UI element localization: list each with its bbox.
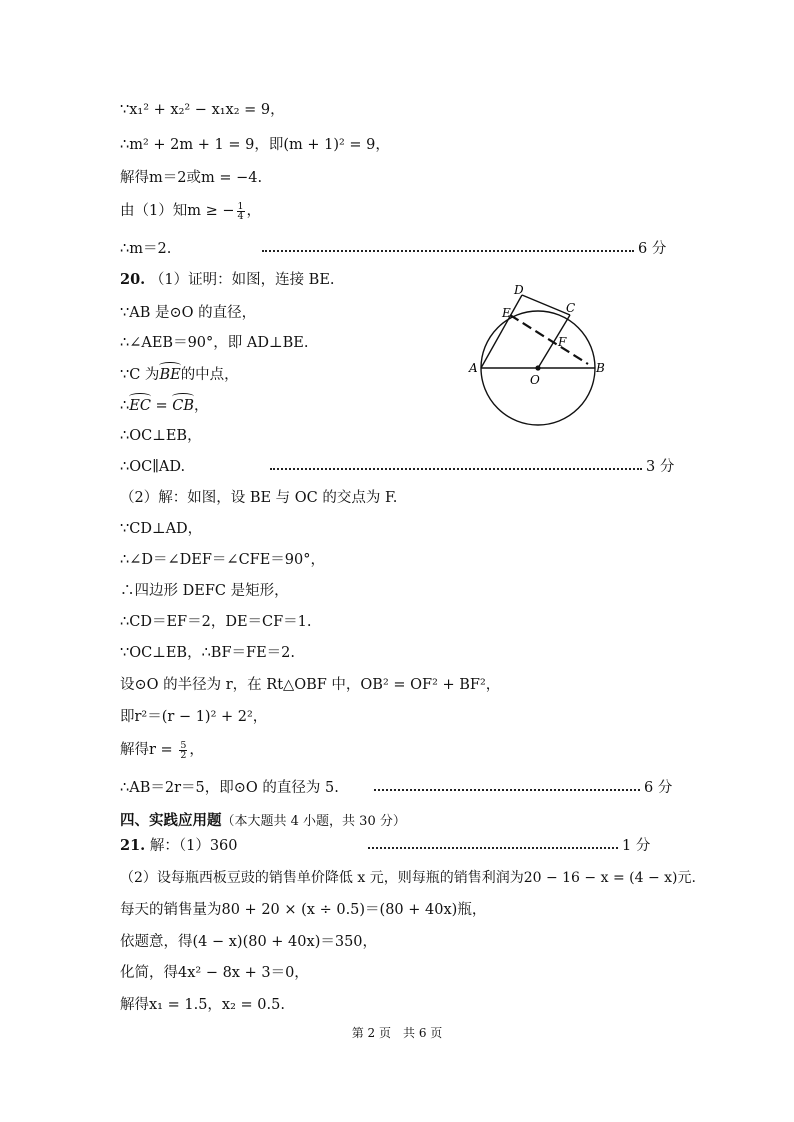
section-title: 四、实践应用题: [120, 812, 222, 829]
proof-line-29: 解得x₁ = 1.5，x₂ = 0.5.: [120, 997, 285, 1013]
score-text: 6 分: [638, 241, 667, 257]
question-20-text: （1）证明：如图，连接 BE.: [149, 272, 335, 288]
label-b: B: [596, 361, 605, 375]
proof-line-13: （2）解：如图，设 BE 与 OC 的交点为 F.: [120, 490, 398, 506]
question-21-text: 解：（1）360: [149, 838, 238, 854]
proof-line-22: ∴AB＝2r＝5，即⊙O 的直径为 5.: [120, 780, 339, 796]
page-footer: 第 2 页 共 6 页: [351, 1026, 443, 1040]
fraction-numerator: 1: [237, 200, 244, 212]
proof-line-18: ∵OC⊥EB，∴BF＝FE＝2.: [120, 645, 296, 661]
proof-line-16: ∴四边形 DEFC 是矩形，: [120, 583, 289, 599]
proof-line-8: ∴∠AEB＝90°，即 AD⊥BE.: [120, 335, 309, 351]
dotted-leader: [262, 250, 634, 252]
label-c: C: [566, 301, 576, 315]
proof-line-27: 依题意，得(4 − x)(80 + 40x)＝350，: [120, 934, 378, 950]
score-marker-6-b: [374, 778, 672, 798]
label-e: E: [502, 306, 511, 320]
score-marker-6-a: [262, 239, 666, 259]
fraction-denominator: 4: [237, 210, 244, 222]
section-note: （本大题共 4 小题，共 30 分）: [221, 814, 406, 829]
question-number: 20.: [120, 271, 146, 288]
proof-line-4-text: 由（1）知m ≥ −: [120, 203, 235, 219]
proof-line-5: ∴m＝2.: [120, 241, 172, 257]
label-o: O: [530, 373, 540, 387]
proof-line-19: 设⊙O 的半径为 r，在 Rt△OBF 中，OB² = OF² + BF²，: [120, 677, 501, 693]
proof-line-14: ∵CD⊥AD，: [120, 521, 203, 537]
proof-line-26: 每天的销售量为80 + 20 × (x ÷ 0.5)＝(80 + 40x)瓶，: [120, 902, 487, 918]
proof-line-21-end: ，: [189, 742, 204, 758]
arc-be: BE: [159, 367, 181, 383]
score-marker-1: [368, 836, 650, 856]
proof-line-10-end: ，: [194, 398, 209, 414]
question-21-header: [120, 836, 238, 856]
arc-ec: EC: [129, 398, 151, 414]
label-f: F: [558, 335, 567, 349]
fraction-one-quarter: [237, 202, 245, 221]
proof-line-9-end: 的中点，: [180, 367, 239, 383]
proof-line-7: ∵AB 是⊙O 的直径，: [120, 305, 257, 321]
proof-line-1: ∵x₁² + x₂² − x₁x₂ = 9，: [120, 102, 285, 118]
proof-line-15: ∴∠D＝∠DEF＝∠CFE＝90°，: [120, 552, 326, 568]
proof-line-4: [120, 201, 261, 221]
fraction-denominator: 2: [180, 749, 187, 761]
score-text: 3 分: [646, 459, 675, 475]
dashed-segment-be: [510, 315, 588, 364]
equals-sign: =: [150, 398, 173, 414]
arc-cb: CB: [172, 398, 195, 414]
proof-line-3: 解得m＝2或m = −4.: [120, 170, 263, 186]
score-marker-3: [270, 457, 674, 477]
therefore-symbol: ∴: [120, 398, 130, 414]
dotted-leader: [368, 847, 618, 849]
label-d: D: [514, 283, 524, 297]
label-a: A: [469, 361, 478, 375]
proof-line-11: ∴OC⊥EB，: [120, 428, 202, 444]
proof-line-2: ∴m² + 2m + 1 = 9，即(m + 1)² = 9，: [120, 137, 390, 153]
question-number: 21.: [120, 837, 146, 854]
center-point-o: [535, 365, 540, 370]
dotted-leader: [270, 468, 642, 470]
section-4-header: [120, 811, 406, 832]
proof-line-17: ∴CD＝EF＝2，DE＝CF＝1.: [120, 614, 312, 630]
proof-line-20: 即r²＝(r − 1)² + 2²，: [120, 709, 268, 725]
score-text: 1 分: [622, 838, 651, 854]
fraction-five-halves: [179, 741, 187, 760]
proof-line-4-end: ，: [246, 203, 262, 219]
proof-line-21-text: 解得r =: [120, 742, 178, 758]
circle-geometry-figure: [462, 280, 622, 430]
proof-line-12: ∴OC∥AD.: [120, 459, 186, 475]
fraction-numerator: 5: [180, 739, 187, 751]
proof-line-9: [120, 365, 239, 385]
proof-line-10: [120, 396, 209, 416]
dotted-leader: [374, 789, 640, 791]
proof-line-28: 化简，得4x² − 8x + 3＝0，: [120, 965, 309, 981]
score-text: 6 分: [644, 780, 673, 796]
proof-line-9-text: ∵C 为: [120, 367, 160, 383]
proof-line-25: （2）设每瓶西板豆豉的销售单价降低 x 元，则每瓶的销售利润为20 − 16 − x = (4 − x)元.: [120, 870, 696, 886]
question-20-header: [120, 270, 335, 290]
proof-line-21: [120, 740, 204, 760]
